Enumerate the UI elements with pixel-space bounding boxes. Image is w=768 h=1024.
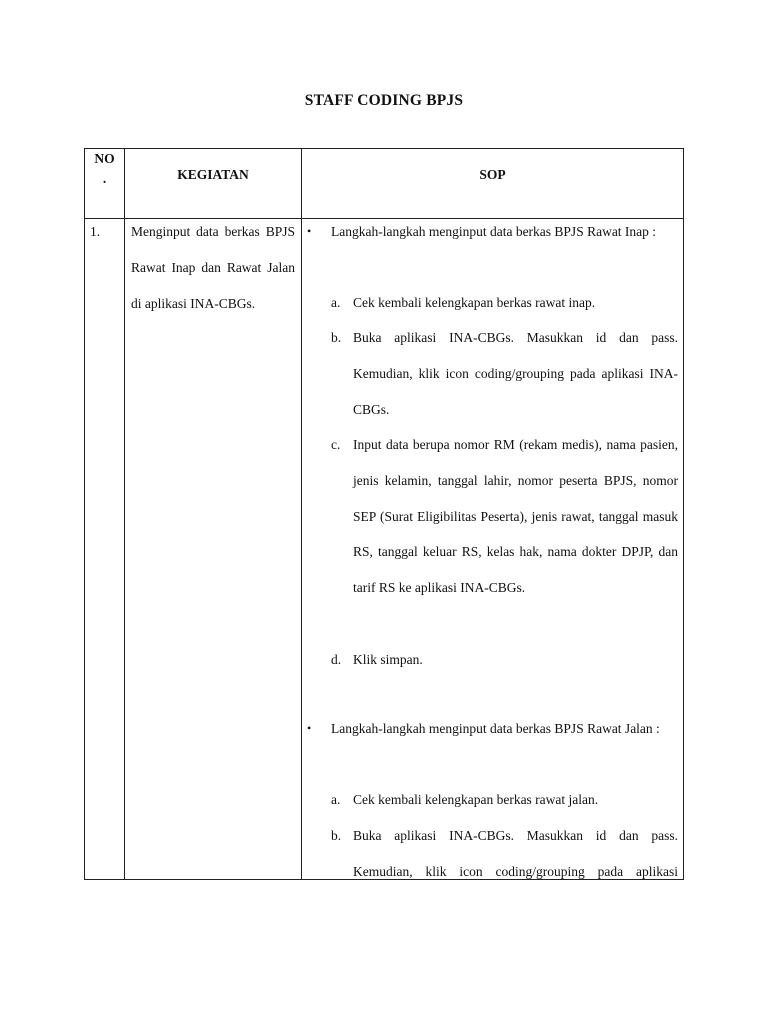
sop-table: [84, 148, 684, 880]
column-divider-1: [124, 149, 125, 879]
sop-section1-intro: Langkah-langkah menginput data berkas BPJS Rawat Inap :: [331, 224, 657, 239]
step-marker: c.: [331, 437, 341, 452]
header-sop: SOP: [479, 167, 506, 182]
row-number: 1.: [90, 224, 101, 239]
sop-section2-intro: Langkah-langkah menginput data berkas BPJS Rawat Jalan :: [331, 721, 660, 736]
kegiatan-text: Menginput data berkas BPJS Rawat Inap dan Rawat Jalan di aplikasi INA-CBGs.: [131, 224, 295, 311]
header-kegiatan: KEGIATAN: [177, 167, 249, 182]
step-marker: a.: [331, 295, 341, 310]
sop-section1-step-d: Klik simpan.: [353, 652, 423, 667]
sop-bullet-1: •: [307, 224, 312, 238]
step-marker: d.: [331, 652, 342, 667]
step-marker: b.: [331, 828, 342, 843]
page-title: STAFF CODING BPJS: [304, 92, 464, 109]
header-no: NO .: [94, 151, 115, 186]
sop-section2-step-a: Cek kembali kelengkapan berkas rawat jalan.: [353, 792, 599, 807]
step-marker: b.: [331, 330, 342, 345]
step-marker: a.: [331, 792, 341, 807]
sop-section1-step-b: Buka aplikasi INA-CBGs. Masukkan id dan pass. Kemudian, klik icon coding/grouping pada aplikasi INA-CBGs.: [353, 330, 678, 417]
column-divider-2: [301, 149, 302, 879]
sop-bullet-2: •: [307, 721, 312, 735]
sop-section2-step-b: Buka aplikasi INA-CBGs. Masukkan id dan pass. Kemudian, klik icon coding/grouping pada aplikasi: [353, 828, 678, 879]
sop-section1-step-c: Input data berupa nomor RM (rekam medis), nama pasien, jenis kelamin, tanggal lahir, nomor peserta BPJS, nomor SEP (Surat Eligibilitas Peserta), jenis rawat, tanggal masuk RS, tanggal keluar RS, kelas hak, nama dokter DPJP, dan tarif RS ke aplikasi INA-CBGs.: [353, 437, 678, 596]
sop-section1-step-a: Cek kembali kelengkapan berkas rawat inap.: [353, 295, 596, 310]
